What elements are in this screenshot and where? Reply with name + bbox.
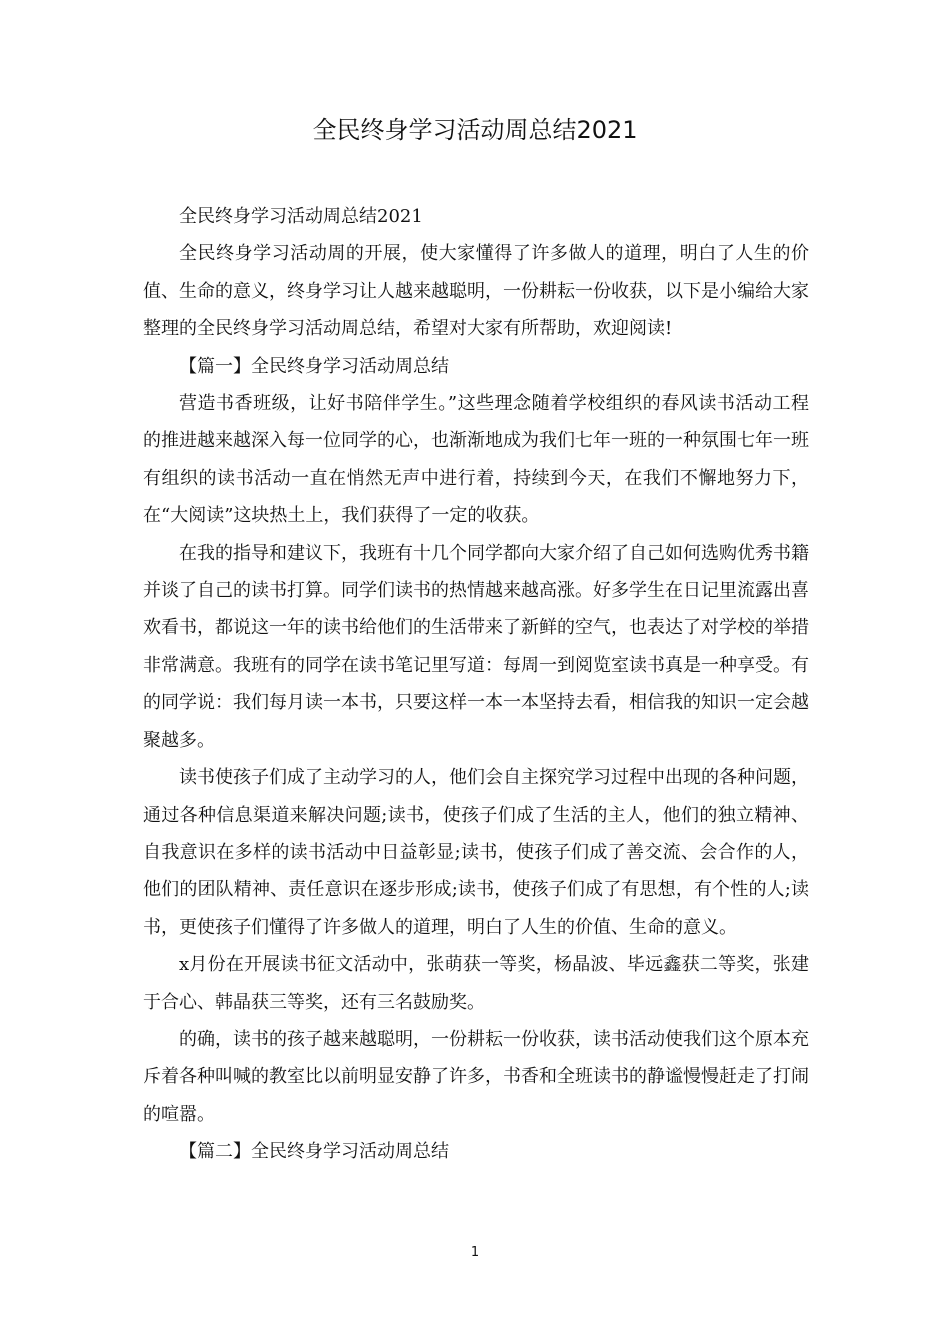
paragraph-guidance: 在我的指导和建议下，我班有十几个同学都向大家介绍了自己如何选购优秀书籍并谈了自己的读书打算。同学们读书的热情越来越高涨。好多学生在日记里流露出喜欢看书，都说这一年的读书给他们的生活带来了新鲜的空气，也表达了对学校的举措非常满意。我班有的同学在读书笔记里写道：每周一到阅览室读书真是一种享受。有的同学说：我们每月读一本书，只要这样一本一本坚持去看，相信我的知识一定会越聚越多。 xyxy=(143,542,809,751)
paragraph-subtitle: 全民终身学习活动周总结2021 xyxy=(179,206,423,227)
document-body xyxy=(143,198,809,1171)
section-heading-part-one: 【篇一】全民终身学习活动周总结 xyxy=(179,355,449,377)
paragraph-reading-benefits: 读书使孩子们成了主动学习的人，他们会自主探究学习过程中出现的各种问题，通过各种信息渠道来解决问题;读书，使孩子们成了生活的主人，他们的独立精神、自我意识在多样的读书活动中日益彰显;读书，使孩子们成了善交流、会合作的人，他们的团队精神、责任意识在逐步形成;读书，使孩子们成了有思想，有个性的人;读书，更使孩子们懂得了许多做人的道理，明白了人生的价值、生命的意义。 xyxy=(143,767,810,938)
paragraph-conclusion: 的确，读书的孩子越来越聪明，一份耕耘一份收获，读书活动使我们这个原本充斥着各种叫喊的教室比以前明显安静了许多，书香和全班读书的静谧慢慢赶走了打闹的喧嚣。 xyxy=(143,1028,809,1125)
paragraph-intro: 全民终身学习活动周的开展，使大家懂得了许多做人的道理，明白了人生的价值、生命的意义，终身学习让人越来越聪明，一份耕耘一份收获，以下是小编给大家整理的全民终身学习活动周总结，希望对大家有所帮助，欢迎阅读! xyxy=(143,243,809,340)
section-heading-part-two: 【篇二】全民终身学习活动周总结 xyxy=(179,1141,449,1163)
paragraph-essay-awards: x月份在开展读书征文活动中，张萌获一等奖，杨晶波、毕远鑫获二等奖，张建于合心、韩晶获三等奖，还有三名鼓励奖。 xyxy=(143,954,809,1013)
page-number: 1 xyxy=(470,1245,480,1260)
paragraph-reading-culture: 营造书香班级，让好书陪伴学生。”这些理念随着学校组织的春风读书活动工程的推进越来越深入每一位同学的心，也渐渐地成为我们七年一班的一种氛围七年一班有组织的读书活动一直在悄然无声中进行着，持续到今天，在我们不懈地努力下，在“大阅读”这块热土上，我们获得了一定的收获。 xyxy=(143,393,809,527)
document-title: 全民终身学习活动周总结2021 xyxy=(312,116,638,144)
